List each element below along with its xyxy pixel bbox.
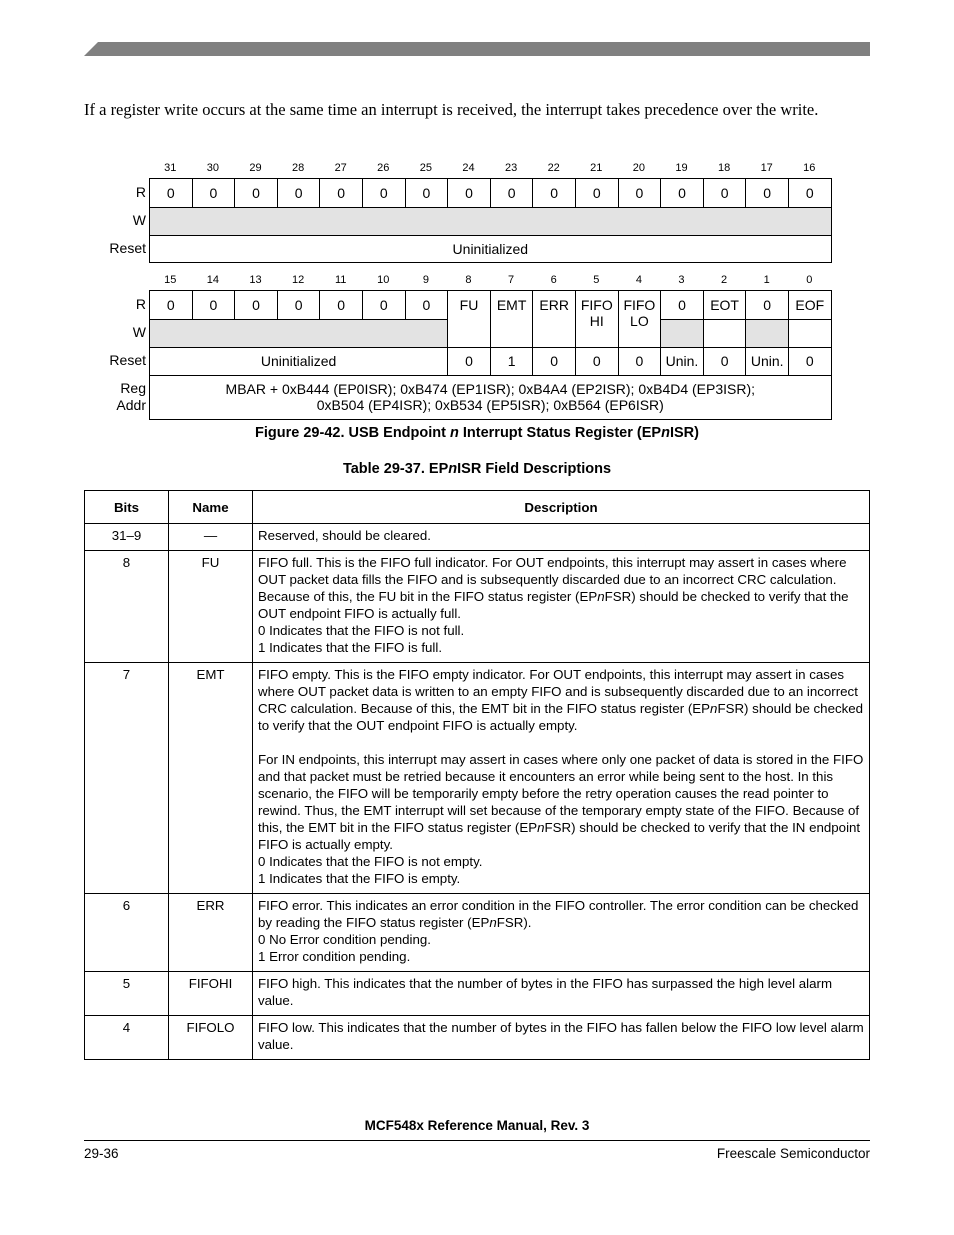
read-bit-label: LO [630,313,649,329]
bit-number: 23 [504,162,518,174]
write-cell [703,319,746,347]
description-line: 1 Error condition pending. [258,949,411,964]
description-cell [253,524,870,551]
table-row [85,524,870,551]
read-bit: 0 [788,178,831,207]
bit-number: 0 [806,274,813,286]
row-label-w: W [132,212,146,228]
read-bit-label: 0 [209,297,218,313]
bit-number: 14 [206,274,220,286]
field-descriptions-table [84,490,870,1060]
read-bit: 0 [660,178,703,207]
bit-number: 25 [419,162,433,174]
row-label-addr: Addr [116,397,146,413]
description-line: 0 No Error condition pending. [258,932,431,947]
read-bit-label: 0 [294,297,303,313]
bit-number: 15 [164,274,177,286]
reset-bit: 0 [618,347,661,375]
bit-number: 1 [763,274,770,286]
reset-bit: Unin. [745,347,788,375]
description-line: 1 Indicates that the FIFO is empty. [258,871,461,886]
read-bit: 0 [277,178,320,207]
description-line: FIFO error. This indicates an error condition in the FIFO controller. The error condition can be checked by reading the FIFO status register (EPnFSR). [258,898,859,930]
read-bit: 0 [490,178,533,207]
read-bit-label: 0 [166,297,175,313]
bit-number: 7 [508,274,515,286]
name-cell: ERR [169,894,253,972]
name-header: Name [169,491,253,524]
read-bit: 0 [319,178,362,207]
read-bit: 0 [362,178,405,207]
read-bit-label: ERR [539,297,569,313]
read-bit: 0 [192,178,235,207]
table-row [85,972,870,1016]
read-bit [745,290,788,319]
table-row [85,894,870,972]
bit-number: 20 [632,162,646,174]
row-label-reset: Reset [109,352,146,368]
header-banner [84,42,870,56]
description-line: FIFO full. This is the FIFO full indicator. For OUT endpoints, this interrupt may assert in cases where OUT packet data fills the FIFO and is subsequently discarded due to an incorrect CRC calculation. Because of this, the FU bit in the FIFO status register (EPnFSR) should be checked to verify that the OUT endpoint FIFO is actually full. [258,555,849,621]
bit-number: 10 [377,274,390,286]
read-bit [490,290,533,347]
read-bit-label: FU [459,297,479,313]
bits-cell: 6 [85,894,169,972]
bit-number: 17 [760,162,773,174]
bit-number: 2 [721,274,728,286]
read-bit [192,290,235,319]
read-bit: 0 [405,178,448,207]
bit-number: 28 [291,162,305,174]
read-bit: 0 [532,178,575,207]
bit-number: 27 [334,162,347,174]
read-bit [405,290,448,319]
read-bit [575,290,618,347]
read-bit [362,290,405,319]
table-row [85,1016,870,1060]
reset-bit: 0 [575,347,618,375]
read-bit: 0 [618,178,661,207]
bits-cell: 31–9 [85,524,169,551]
bit-number: 6 [550,274,557,286]
bit-number: 13 [249,274,262,286]
read-bit-label: 0 [678,297,686,313]
reset-value: Uninitialized [149,235,831,263]
bit-number: 16 [803,162,816,174]
bit-number: 8 [465,274,472,286]
reset-bit: Unin. [660,347,703,375]
read-bit-label: 0 [379,297,388,313]
description-line: FIFO high. This indicates that the number of bytes in the FIFO has surpassed the high level alarm value. [258,976,833,1008]
table-row [85,663,870,894]
table-caption: Table 29-37. EPnISR Field Descriptions [342,461,612,477]
figure-caption: Figure 29-42. USB Endpoint n Interrupt Status Register (EPnISR) [255,425,699,441]
bit-number: 9 [422,274,429,286]
read-bit-label: HI [589,313,604,329]
write-row-reserved [149,319,447,347]
read-bit-label: 0 [252,297,260,313]
description-cell [253,972,870,1016]
read-bit-label: EOT [710,297,739,313]
read-bit [447,290,490,347]
row-label-w: W [132,324,146,340]
description-line [258,734,864,751]
description-cell [253,663,870,894]
read-bit: 0 [234,178,277,207]
write-cell [660,319,703,347]
description-line: 1 Indicates that the FIFO is full. [258,640,443,655]
bit-number: 30 [206,162,220,174]
description-line: Reserved, should be cleared. [258,528,431,543]
read-bit [660,290,703,319]
read-bit [703,290,746,319]
reset-bit: 1 [490,347,533,375]
bits-cell: 8 [85,551,169,663]
name-cell: EMT [169,663,253,894]
bit-number: 26 [377,162,390,174]
read-bit [319,290,362,319]
read-bit-label: 0 [763,297,772,313]
footer-rule [84,1140,870,1141]
read-bit: 0 [149,178,192,207]
bit-number: 22 [547,162,560,174]
read-bit-label: FIFO [623,297,656,313]
lower-block-border-bottom [149,419,832,420]
row-label-r: R [135,296,146,312]
reset-bit: 0 [532,347,575,375]
read-bit: 0 [447,178,490,207]
bit-number: 11 [334,274,347,286]
reset-bit: 0 [447,347,490,375]
read-bit-label: 0 [422,297,431,313]
footer-title: MCF548x Reference Manual, Rev. 3 [364,1118,590,1133]
write-cell [745,319,788,347]
read-bit-label: FIFO [580,297,613,313]
description-line: 0 Indicates that the FIFO is not empty. [258,854,483,869]
reg-address-line: MBAR + 0xB444 (EP0ISR); 0xB474 (EP1ISR); 0xB4A4 (EP2ISR); 0xB4D4 (EP3ISR); [225,381,756,397]
read-bit: 0 [745,178,788,207]
reset-bit: 0 [788,347,831,375]
bits-header: Bits [85,491,169,524]
bit-number: 12 [291,274,305,286]
lower-block-border-right [831,290,832,420]
read-bit [788,290,831,319]
read-bit [618,290,661,347]
read-bit: 0 [575,178,618,207]
bits-cell: 5 [85,972,169,1016]
read-bit-label: 0 [337,297,346,313]
reg-address-line: 0xB504 (EP4ISR); 0xB534 (EP5ISR); 0xB564 (EP6ISR) [316,397,664,413]
bit-number: 29 [249,162,262,174]
write-row-reserved [149,207,831,235]
bit-number: 3 [678,274,685,286]
bits-cell: 4 [85,1016,169,1060]
read-bit [277,290,320,319]
reset-value: Uninitialized [149,347,447,375]
read-bit-label: EMT [496,297,527,313]
read-bit [234,290,277,319]
description-line: FIFO low. This indicates that the number of bytes in the FIFO has fallen below the FIFO low level alarm value. [258,1020,864,1052]
description-line: 0 Indicates that the FIFO is not full. [258,623,465,638]
read-bit [149,290,192,319]
description-line: For IN endpoints, this interrupt may assert in cases where only one packet of data is stored in the FIFO and that packet must be retried because it encounters an error while being sent to the host. In this scenario, the FIFO will be temporarily empty before the retry operation causes the read pointer to rewind. Thus, the EMT interrupt will set because of the temporary empty state of the FIFO. Because of this, the EMT bit in the FIFO status register (EPnFSR) should be checked to verify that the IN endpoint FIFO is actually empty. [258,752,864,852]
description-cell [253,551,870,663]
row-label-r: R [135,184,146,200]
description-cell [253,1016,870,1060]
bit-number: 19 [675,162,688,174]
name-cell: FIFOLO [169,1016,253,1060]
description-cell [253,894,870,972]
name-cell: FIFOHI [169,972,253,1016]
read-bit-label: EOF [795,297,825,313]
company-name: Freescale Semiconductor [716,1146,870,1161]
description-line: FIFO empty. This is the FIFO empty indicator. For OUT endpoints, this interrupt may assert in cases where OUT packet data is written to an empty FIFO and is subsequently discarded due to an incorrect CRC calculation. Because of this, the EMT bit in the FIFO status register (EPnFSR) should be checked to verify that the OUT endpoint FIFO is actually empty. [258,667,864,733]
read-bit [532,290,575,347]
bit-number: 24 [462,162,475,174]
reset-bit: 0 [703,347,746,375]
bit-number: 5 [593,274,600,286]
write-cell [788,319,831,347]
bit-number: 31 [164,162,177,174]
upper-block-border-bottom [149,262,832,263]
read-bit: 0 [703,178,746,207]
reg-address [149,375,831,419]
table-row [85,551,870,663]
upper-block-border-right [831,178,832,263]
intro-paragraph: If a register write occurs at the same time an interrupt is received, the interrupt takes precedence over the write. [84,100,819,119]
row-label-reg: Reg [120,380,146,396]
bit-number: 18 [717,162,731,174]
bit-number: 4 [635,274,642,286]
bit-number: 21 [590,162,603,174]
page-number: 29-36 [84,1146,119,1161]
table-header-row [85,491,870,524]
name-cell: — [169,524,253,551]
description-header: Description [253,491,870,524]
row-label-reset: Reset [109,240,146,256]
bits-cell: 7 [85,663,169,894]
name-cell: FU [169,551,253,663]
